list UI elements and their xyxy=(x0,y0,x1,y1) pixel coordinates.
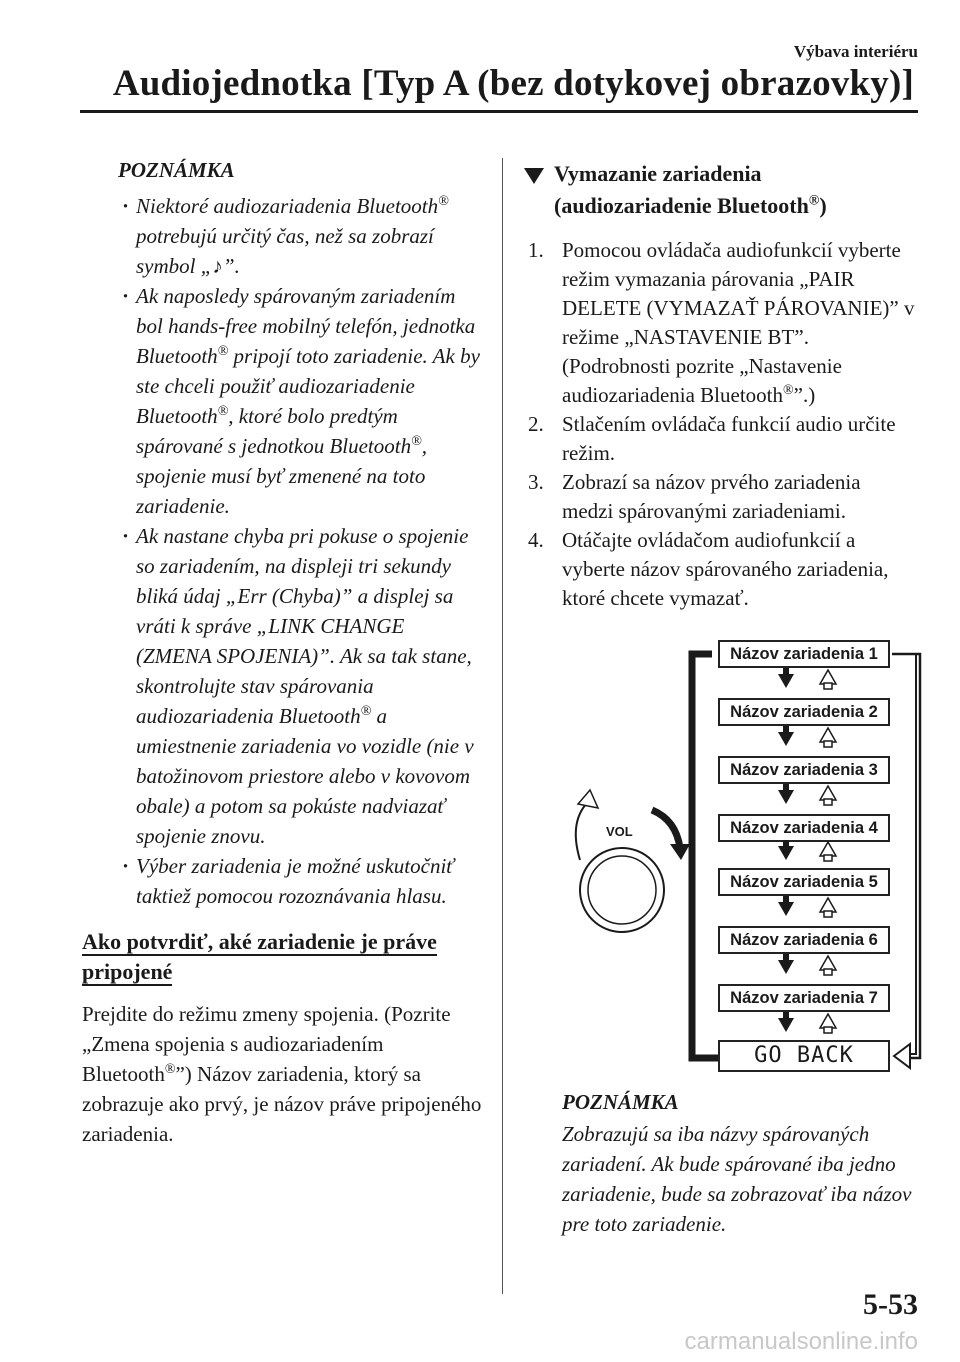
device-name-6: Názov zariadenia 6 xyxy=(718,926,890,954)
device-name-1: Názov zariadenia 1 xyxy=(718,640,890,668)
device-list-diagram xyxy=(540,640,930,1080)
device-name-7: Názov zariadenia 7 xyxy=(718,984,890,1012)
note-label: POZNÁMKA xyxy=(118,158,235,182)
note-label: POZNÁMKA xyxy=(562,1090,679,1114)
device-name-5: Názov zariadenia 5 xyxy=(718,868,890,896)
subheading: Ako potvrdiť, aké zariadenie je práve pripojené xyxy=(82,929,437,984)
go-back-box: GO BACK xyxy=(718,1040,890,1072)
device-name-4: Názov zariadenia 4 xyxy=(718,814,890,842)
watermark: carmanualsonline.info xyxy=(684,1328,918,1355)
step-item: 3. Zobrazí sa názov prvého zariadenia medzi spárovanými zariadeniami. xyxy=(528,470,861,523)
right-column xyxy=(524,158,916,613)
bottom-note xyxy=(562,1090,912,1239)
device-name-2: Názov zariadenia 2 xyxy=(718,698,890,726)
header-divider xyxy=(80,110,918,113)
steps-list xyxy=(524,236,916,613)
note-item: · Niektoré audiozariadenia Bluetooth® potrebujú určitý čas, než sa zobrazí symbol „♪”. xyxy=(122,191,482,281)
knob-label: VOL xyxy=(606,824,633,839)
note-item: · Ak naposledy spárovaným zariadením bol hands-free mobilný telefón, jednotka Bluetooth® pripojí toto zariadenie. Ak by ste chceli použiť audiozariadenie Bluetooth®, ktoré bolo predtým spárované s jednotkou Bluetooth®, spojenie musí byť zmenené na toto zariadenie. xyxy=(122,281,482,521)
step-item: 2. Stlačením ovládača funkcií audio určite režim. xyxy=(528,412,896,465)
device-name-3: Názov zariadenia 3 xyxy=(718,756,890,784)
column-divider xyxy=(502,158,503,1294)
note-text: Zobrazujú sa iba názvy spárovaných zariadení. Ak bude spárované iba jedno zariadenie, bude sa zobrazovať iba názov pre toto zariadenie. xyxy=(562,1122,912,1236)
left-column xyxy=(82,158,482,1149)
section-heading: Vymazanie zariadenia (audiozariadenie Bluetooth®) xyxy=(524,158,916,222)
note-item: · Výber zariadenia je možné uskutočniť taktiež pomocou rozoznávania hlasu. xyxy=(122,851,482,911)
note-list xyxy=(122,191,482,911)
triangle-bullet-icon xyxy=(524,168,544,184)
section-label: Výbava interiéru xyxy=(793,42,918,61)
page-number: 5-53 xyxy=(863,1288,918,1321)
note-item: · Ak nastane chyba pri pokuse o spojenie so zariadením, na displeji tri sekundy bliká údaj „Err (Chyba)” a displej sa vráti k správe „LINK CHANGE (ZMENA SPOJENIA)”. Ak sa tak stane, skontrolujte stav spárovania audiozariadenia Bluetooth® a umiestnenie zariadenia vo vozidle (nie v batožinovom priestore alebo v kovovom obale) a potom sa pokúste nadviazať spojenie znovu. xyxy=(122,521,482,851)
page-title: Audiojednotka [Typ A (bez dotykovej obrazovky)] xyxy=(112,63,914,104)
step-item: 1. Pomocou ovládača audiofunkcií vyberte režim vymazania párovania „PAIR DELETE (VYMAZAŤ PÁROVANIE)” v režime „NASTAVENIE BT”. (Podrobnosti pozrite „Nastavenie audiozariadenia Bluetooth®”.) xyxy=(528,238,915,407)
body-paragraph: Prejdite do režimu zmeny spojenia. (Pozrite „Zmena spojenia s audiozariadením Bluetooth®”) Názov zariadenia, ktorý sa zobrazuje ako prvý, je názov práve pripojeného zariadenia. xyxy=(82,1002,482,1146)
step-item: 4. Otáčajte ovládačom audiofunkcií a vyberte názov spárovaného zariadenia, ktoré chcete vymazať. xyxy=(528,528,889,610)
